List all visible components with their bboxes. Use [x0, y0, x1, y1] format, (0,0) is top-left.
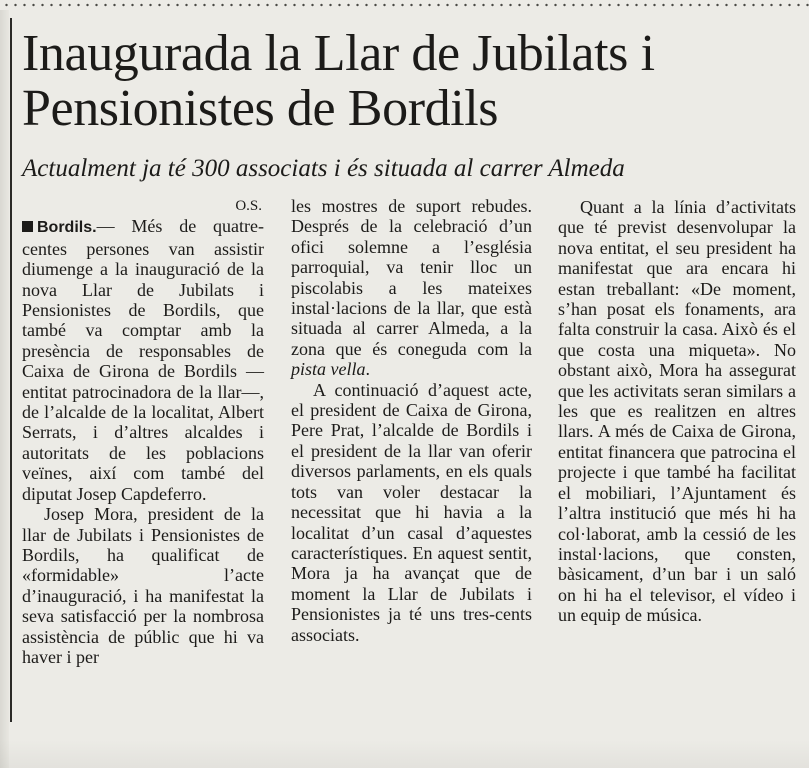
paragraph-text: les mostres de suport rebudes. Després de la celebració d’un ofici solemne a l’església parroquial, va tenir lloc un piscolabis a les mateixes instal·lacions de la llar, que està situada al carrer Almeda, a la zona que és coneguda com la — [291, 196, 532, 359]
column-rule — [10, 18, 12, 722]
paragraph-continued — [291, 196, 532, 380]
paragraph: Quant a la línia d’activitats que té previst desenvolupar la nova entitat, el seu president ha manifestat que ara encara hi estan treballant: «De moment, s’han posat els fonaments, ara falta construir la casa. Això és el que costa una miqueta». No obstant això, Mora ha assegurat que les activitats seran similars a les que es realitzen en altres llars. A més de Caixa de Girona, entitat financera que patrocina el projecte i que també ha facilitat el mobiliari, l’Ajuntament és l’altra institució que més hi ha col·laborat, amb la cessió de les instal·lacions, que consten, bàsicament, d’un bar i un saló on hi ha el televisor, el vídeo i un equip de música. — [558, 197, 796, 626]
article-column-3 — [558, 197, 796, 626]
dateline: Bordils. — [37, 219, 97, 237]
subheadline: Actualment ja té 300 associats i és situada al carrer Almeda — [22, 155, 625, 182]
byline: O.S. — [235, 198, 262, 214]
paragraph: A continuació d’aquest acte, el president de Caixa de Girona, Pere Prat, l’alcalde de Bordils i el president de la llar van oferir diversos parlaments, en els quals tots van voler destacar la necessitat que hi havia a la localitat d’un casal d’aquestes característiques. En aquest sentit, Mora ja ha avançat que de moment la Llar de Jubilats i Pensionistes ja té uns tres-cents associats. — [291, 379, 532, 645]
paragraph-lead — [22, 216, 264, 504]
dateline-dash: — — [96, 216, 115, 237]
page-bottom-shadow — [0, 740, 809, 768]
headline: Inaugurada la Llar de Jubilats i Pensionistes de Bordils — [22, 25, 655, 137]
square-bullet-icon — [22, 221, 33, 232]
article-column-2 — [291, 196, 532, 645]
paragraph: Josep Mora, president de la llar de Jubilats i Pensionistes de Bordils, ha qualificat de «formidable» l’acte d’inauguració, i ha manifestat la seva satisfacció per la nombrosa assistència de públic que hi va haver i per — [22, 504, 264, 667]
italic-place-name: pista vella — [291, 359, 366, 380]
dotted-separator — [0, 0, 809, 10]
paragraph-end: . — [365, 359, 370, 380]
adjacent-page-edge — [0, 10, 9, 768]
article-column-1 — [22, 196, 264, 667]
paragraph-lead-text: Més de quatre-centes persones van assistir diumenge a la inauguració de la nova Llar de Jubilats i Pensionistes de Bordils, que també va comptar amb la presència de responsables de Caixa de Girona de Bordils —entitat patrocinadora de la llar—, de l’alcalde de la localitat, Albert Serrats, i d’altres alcaldes i autoritats de les poblacions veïnes, així com també del diputat Josep Capdeferro. — [22, 216, 264, 504]
